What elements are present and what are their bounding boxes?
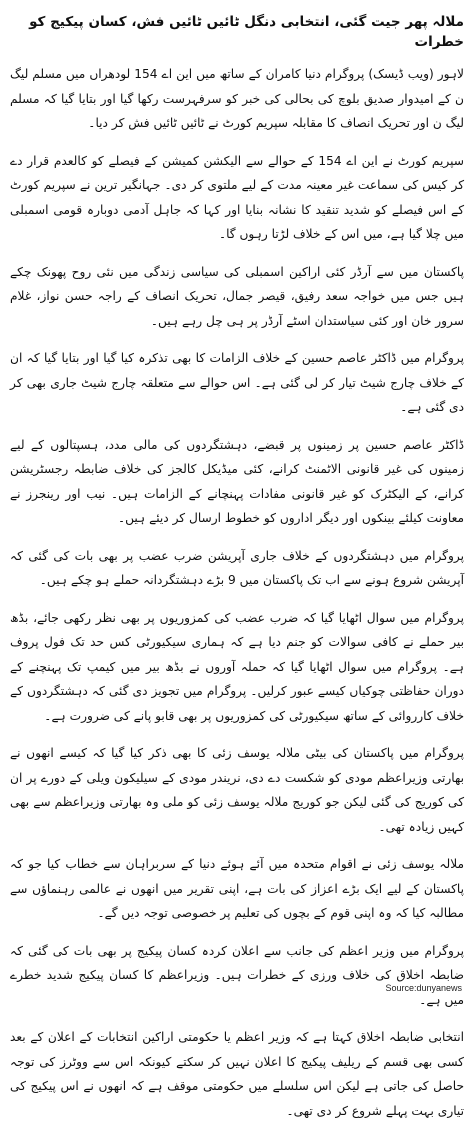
article-paragraph: ملالہ یوسف زئی نے اقوام متحدہ میں آئے ہوئے دنیا کے سربراہان سے خطاب کیا جو کہ پاکستان کے لیے ایک بڑے اعزاز کی بات ہے، اپنی تقریر میں انھوں نے عالمی رہنماؤں سے مطالبہ کیا کہ وہ اپنی قوم کے بچوں کی تعلیم پر خصوصی توجہ دیں گے۔ bbox=[10, 857, 464, 920]
article-paragraph: پاکستان میں سے آرڈر کئی اراکین اسمبلی کی سیاسی زندگی میں نئی روح پھونک چکے ہیں جس میں خواجہ سعد رفیق، قیصر جمال، تحریک انصاف کے راجہ حسن نواز، غلام سرور خان اور کئی سیاستدان اسٹے آرڈر پر ہی چل رہے ہیں۔ bbox=[10, 264, 464, 328]
article-paragraph: پروگرام میں ڈاکٹر عاصم حسین کے خلاف الزامات کا بھی تذکرہ کیا گیا اور بتایا گیا کہ ان کے خلاف چارج شیٹ تیار کر لی گئی ہے۔ اس حوالے سے متعلقہ چارج شیٹ جاری بھی کر دی گئی ہے۔ bbox=[10, 351, 464, 414]
article-paragraph: لاہور (ویب ڈیسک) پروگرام دنیا کامران کے ساتھ میں این اے 154 لودھراں میں مسلم لیگ ن کے امیدوار صدیق بلوچ کی بحالی کی خبر کو سرفہرست رکھا گیا اور بتایا گیا کہ مسلم لیگ ن اور تحریک انصاف کا مقابلہ سپریم کورٹ نے ٹائیں ٹائیں فش کر دیا۔ bbox=[10, 67, 465, 130]
article-paragraph: پروگرام میں وزیر اعظم کی جانب سے اعلان کردہ کسان پیکیج پر بھی بات کی گئی کہ ضابطہ اخلاق کی خلاف ورزی کے خطرات ہیں۔ وزیراعظم کا کسان پیکیج شدید خطرے میں ہے۔ bbox=[10, 943, 464, 1007]
article-paragraph: ڈاکٹر عاصم حسین پر زمینوں پر قبضے، دہشتگردوں کی مالی مدد، ہسپتالوں کے لیے زمینوں کی غیر قانونی الاٹمنٹ کرانے، کئی میڈیکل کالجز کی خلاف ضابطہ رجسٹریشن کرانے، کے الیکٹرک کو غیر قانونی مفادات پہنچانے کے الزامات ہیں۔ نیب اور رینجرز نے معاونت کیلئے بینکوں اور دیگر اداروں کو خطوط ارسال کر دیئے ہیں۔ bbox=[10, 437, 464, 525]
source-credit: Source:dunyanews bbox=[385, 983, 462, 993]
article-paragraph: پروگرام میں سوال اٹھایا گیا کہ ضرب عضب کی کمزوریوں پر بھی نظر رکھی جائے، بڈھ بیر حملے نے کافی سوالات کو جنم دیا ہے کہ ہماری سیکیورٹی کس حد تک فول پروف ہے۔ پروگرام میں سوال اٹھایا گیا کہ حملہ آوروں نے بڈھ بیر میں کیمپ تک پہنچنے کے دوران حفاظتی چوکیاں کیسے عبور کرلیں۔ پروگرام میں تجویز دی گئی کہ دہشتگردوں کے خلاف کارروائی کے ساتھ سیکیورٹی کی کمزوریوں پر بھی قابو پانے کی ضرورت ہے۔ bbox=[10, 610, 464, 723]
article-paragraph: سپریم کورٹ نے این اے 154 کے حوالے سے الیکشن کمیشن کے فیصلے کو کالعدم قرار دے کر کیس کی سماعت غیر معینہ مدت کے لیے ملتوی کر دی۔ جہانگیر ترین نے سپریم کورٹ کے اس فیصلے کو شدید تنقید کا نشانہ بنایا اور کہا کہ جاہل آدمی دوبارہ قومی اسمبلی میں چلا گیا ہے، میں اس کے خلاف لڑتا رہوں گا۔ bbox=[10, 153, 465, 241]
article-title: ملالہ پھر جیت گئی، انتخابی دنگل ٹائیں ٹائیں فش، کسان پیکیج کو خطرات bbox=[29, 14, 464, 50]
article-paragraph: انتخابی ضابطہ اخلاق کہتا ہے کہ وزیر اعظم یا حکومتی اراکین انتخابات کے اعلان کے بعد کسی بھی قسم کے ریلیف پیکیج کا اعلان نہیں کر سکتے کیونکہ اس سے ووٹرز کی توجہ حاصل کی جاتی ہے لیکن اس سلسلے میں حکومتی موقف ہے کہ انھوں نے اس پیکیج کی تیاری بہت پہلے شروع کر دی تھی۔ bbox=[10, 1030, 464, 1118]
article-paragraph: پروگرام میں پاکستان کی بیٹی ملالہ یوسف زئی کا بھی ذکر کیا گیا کہ کیسے انھوں نے بھارتی وزیراعظم مودی کو شکست دے دی، نریندر مودی کے سیلیکون ویلی کے دورے پر ان کی کوریج کی گئی لیکن جو کوریج ملالہ یوسف زئی کو ملی وہ بھارتی وزیراعظم سے بھی کہیں زیادہ تھی۔ bbox=[10, 746, 464, 834]
article-paragraph: پروگرام میں دہشتگردوں کے خلاف جاری آپریشن ضرب عضب پر بھی بات کی گئی کہ آپریشن شروع ہونے سے اب تک پاکستان میں 9 بڑے دہشتگردانہ حملے ہو چکے ہیں۔ bbox=[10, 548, 464, 587]
